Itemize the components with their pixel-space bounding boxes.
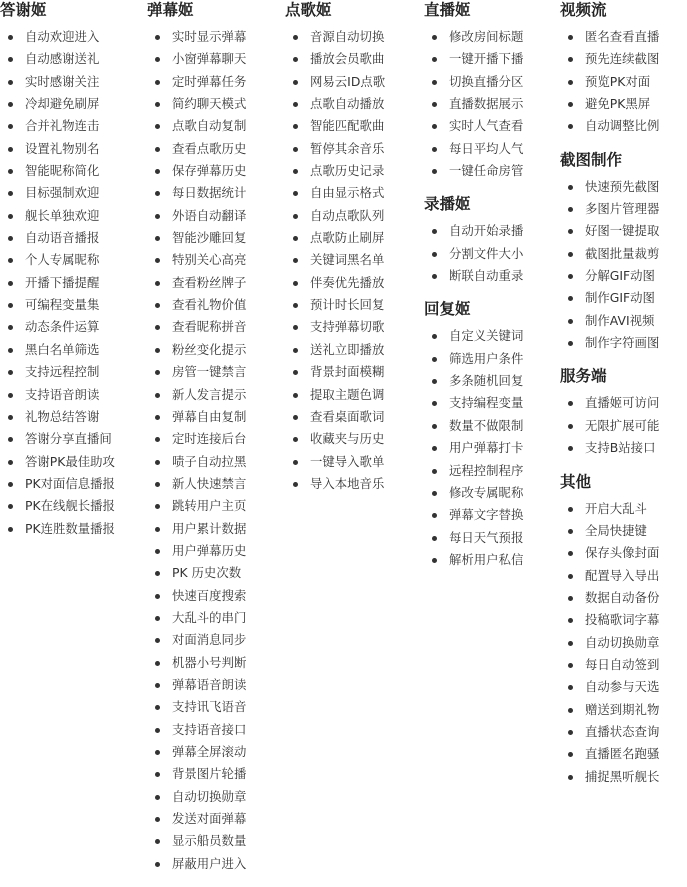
- feature-item: 捕捉黑听舰长: [560, 766, 687, 788]
- feature-item: 实时感谢关注: [0, 71, 142, 93]
- feature-item: 直播姬可访问: [560, 392, 687, 414]
- feature-item: 新人发言提示: [147, 384, 281, 406]
- feature-column: [285, 0, 421, 507]
- feature-item: 屏蔽用户进入: [147, 853, 281, 875]
- feature-item: 远程控制程序: [424, 460, 558, 482]
- feature-item: 支持讯飞语音: [147, 696, 281, 718]
- feature-item: 实时显示弹幕: [147, 26, 281, 48]
- feature-item: 无限扩展可能: [560, 415, 687, 437]
- feature-item: 自动语音播报: [0, 227, 142, 249]
- feature-section: [424, 0, 558, 182]
- feature-list: [560, 392, 687, 459]
- feature-item: 显示船员数量: [147, 830, 281, 852]
- feature-item: 礼物总结答谢: [0, 406, 142, 428]
- feature-item: 自动参与天选: [560, 676, 687, 698]
- feature-item: 粉丝变化提示: [147, 339, 281, 361]
- feature-section: [424, 299, 558, 571]
- feature-item: 新人快速禁言: [147, 473, 281, 495]
- feature-item: 切换直播分区: [424, 71, 558, 93]
- feature-item: 大乱斗的串门: [147, 607, 281, 629]
- feature-item: 匿名查看直播: [560, 26, 687, 48]
- feature-item: 自动开始录播: [424, 220, 558, 242]
- feature-item: 发送对面弹幕: [147, 808, 281, 830]
- feature-item: 保存弹幕历史: [147, 160, 281, 182]
- feature-item: 查看桌面歌词: [285, 406, 421, 428]
- section-title: 弹幕姬: [147, 1, 194, 19]
- feature-item: 预计时长回复: [285, 294, 421, 316]
- feature-item: 动态条件运算: [0, 316, 142, 338]
- feature-item: PK对面信息播报: [0, 473, 142, 495]
- feature-item: 房管一键禁言: [147, 361, 281, 383]
- feature-section: [560, 472, 687, 788]
- feature-item: 定时弹幕任务: [147, 71, 281, 93]
- feature-section: [147, 0, 281, 875]
- feature-item: 查看粉丝牌子: [147, 272, 281, 294]
- feature-item: 答谢PK最佳助攻: [0, 451, 142, 473]
- feature-item: 导入本地音乐: [285, 473, 421, 495]
- section-title: 回复姬: [424, 300, 471, 319]
- feature-item: 弹幕语音朗读: [147, 674, 281, 696]
- feature-item: 暂停其余音乐: [285, 138, 421, 160]
- feature-item: 数据自动备份: [560, 587, 687, 609]
- feature-item: 赠送到期礼物: [560, 699, 687, 721]
- feature-item: 每日平均人气: [424, 138, 558, 160]
- section-title: 其他: [560, 472, 592, 491]
- feature-item: 数量不做限制: [424, 415, 558, 437]
- feature-item: 每日天气预报: [424, 527, 558, 549]
- section-title: 服务端: [560, 367, 607, 386]
- feature-item: 目标强制欢迎: [0, 182, 142, 204]
- feature-item: 弹幕全屏滚动: [147, 741, 281, 763]
- feature-item: 点歌防止刷屏: [285, 227, 421, 249]
- feature-item: 解析用户私信: [424, 549, 558, 571]
- section-title: 点歌姬: [285, 1, 332, 19]
- feature-item: 自动调整比例: [560, 115, 687, 137]
- feature-item: 保存头像封面: [560, 542, 687, 564]
- feature-item: 断联自动重录: [424, 265, 558, 287]
- feature-item: 支持语音朗读: [0, 384, 142, 406]
- feature-section: [424, 194, 558, 287]
- feature-item: 跳转用户主页: [147, 495, 281, 517]
- feature-item: 查看礼物价值: [147, 294, 281, 316]
- feature-section: [560, 366, 687, 459]
- feature-item: 对面消息同步: [147, 629, 281, 651]
- feature-item: 制作字符画图: [560, 332, 687, 354]
- feature-item: 背景图片轮播: [147, 763, 281, 785]
- feature-item: 投稿歌词字幕: [560, 609, 687, 631]
- section-title: 截图制作: [560, 150, 623, 169]
- feature-item: 智能沙雕回复: [147, 227, 281, 249]
- feature-item: 外语自动翻译: [147, 205, 281, 227]
- feature-list: [560, 176, 687, 355]
- feature-item: 智能昵称简化: [0, 160, 142, 182]
- feature-item: 开启大乱斗: [560, 498, 687, 520]
- feature-item: 用户弹幕打卡: [424, 437, 558, 459]
- feature-item: 一键导入歌单: [285, 451, 421, 473]
- feature-item: 用户弹幕历史: [147, 540, 281, 562]
- feature-column: [0, 0, 142, 552]
- feature-section: [0, 0, 142, 540]
- section-title: 视频流: [560, 1, 607, 19]
- feature-item: 每日自动签到: [560, 654, 687, 676]
- feature-item: 自动点歌队列: [285, 205, 421, 227]
- feature-item: 多条随机回复: [424, 370, 558, 392]
- feature-item: 截图批量裁剪: [560, 243, 687, 265]
- feature-item: 查看昵称拼音: [147, 316, 281, 338]
- feature-item: 筛选用户条件: [424, 348, 558, 370]
- feature-item: 避免PK黑屏: [560, 93, 687, 115]
- feature-item: 自动切换勋章: [147, 786, 281, 808]
- feature-item: 点歌自动播放: [285, 93, 421, 115]
- feature-item: 个人专属昵称: [0, 249, 142, 271]
- feature-item: 支持远程控制: [0, 361, 142, 383]
- feature-item: 一键开播下播: [424, 48, 558, 70]
- feature-item: 特别关心高亮: [147, 249, 281, 271]
- section-title: 录播姬: [424, 195, 471, 214]
- feature-item: 好图一键提取: [560, 220, 687, 242]
- feature-list: [285, 26, 421, 495]
- feature-item: 智能匹配歌曲: [285, 115, 421, 137]
- feature-item: 音源自动切换: [285, 26, 421, 48]
- feature-item: 自定义关键词: [424, 325, 558, 347]
- feature-section: [560, 0, 687, 138]
- feature-item: 黑白名单筛选: [0, 339, 142, 361]
- feature-item: 弹幕自由复制: [147, 406, 281, 428]
- feature-item: 全局快捷键: [560, 520, 687, 542]
- feature-item: 送礼立即播放: [285, 339, 421, 361]
- feature-item: 定时连接后台: [147, 428, 281, 450]
- feature-item: 支持B站接口: [560, 437, 687, 459]
- feature-list: [147, 26, 281, 875]
- feature-item: 弹幕文字替换: [424, 504, 558, 526]
- feature-list: [0, 26, 142, 540]
- feature-list: [560, 26, 687, 138]
- feature-item: 自动欢迎进入: [0, 26, 142, 48]
- feature-column: [560, 0, 687, 800]
- feature-item: 直播状态查询: [560, 721, 687, 743]
- feature-item: 伴奏优先播放: [285, 272, 421, 294]
- feature-item: 背景封面模糊: [285, 361, 421, 383]
- feature-item: 分解GIF动图: [560, 265, 687, 287]
- feature-item: 制作GIF动图: [560, 287, 687, 309]
- feature-item: 支持语音接口: [147, 719, 281, 741]
- feature-item: 配置导入导出: [560, 565, 687, 587]
- feature-item: 收藏夹与历史: [285, 428, 421, 450]
- feature-item: 实时人气查看: [424, 115, 558, 137]
- feature-column: [424, 0, 558, 583]
- feature-item: 直播数据展示: [424, 93, 558, 115]
- feature-item: 设置礼物别名: [0, 138, 142, 160]
- feature-item: 开播下播提醒: [0, 272, 142, 294]
- feature-item: 舰长单独欢迎: [0, 205, 142, 227]
- feature-item: 自动切换勋章: [560, 632, 687, 654]
- feature-item: 点歌历史记录: [285, 160, 421, 182]
- feature-item: 冷却避免刷屏: [0, 93, 142, 115]
- feature-item: 分割文件大小: [424, 243, 558, 265]
- feature-item: 自动感谢送礼: [0, 48, 142, 70]
- feature-item: 多图片管理器: [560, 198, 687, 220]
- feature-item: 自由显示格式: [285, 182, 421, 204]
- section-title: 直播姬: [424, 1, 471, 19]
- feature-item: PK 历史次数: [147, 562, 281, 584]
- feature-item: 支持编程变量: [424, 392, 558, 414]
- feature-item: PK在线舰长播报: [0, 495, 142, 517]
- feature-item: 关键词黑名单: [285, 249, 421, 271]
- feature-item: 播放会员歌曲: [285, 48, 421, 70]
- feature-section: [285, 0, 421, 495]
- feature-item: 每日数据统计: [147, 182, 281, 204]
- feature-item: 制作AVI视频: [560, 310, 687, 332]
- feature-item: 合并礼物连击: [0, 115, 142, 137]
- feature-list: [424, 220, 558, 287]
- feature-item: 小窗弹幕聊天: [147, 48, 281, 70]
- feature-item: 用户累计数据: [147, 518, 281, 540]
- feature-item: 简约聊天模式: [147, 93, 281, 115]
- feature-item: 修改房间标题: [424, 26, 558, 48]
- feature-item: 支持弹幕切歌: [285, 316, 421, 338]
- feature-item: 修改专属昵称: [424, 482, 558, 504]
- feature-item: 机器小号判断: [147, 652, 281, 674]
- feature-list: [560, 498, 687, 788]
- feature-item: 可编程变量集: [0, 294, 142, 316]
- feature-item: PK连胜数量播报: [0, 518, 142, 540]
- feature-item: 网易云ID点歌: [285, 71, 421, 93]
- feature-item: 快速预先截图: [560, 176, 687, 198]
- feature-item: 预览PK对面: [560, 71, 687, 93]
- section-title: 答谢姬: [0, 1, 47, 19]
- feature-list: [424, 325, 558, 571]
- feature-item: 一键任命房管: [424, 160, 558, 182]
- feature-item: 查看点歌历史: [147, 138, 281, 160]
- feature-item: 直播匿名跑骚: [560, 743, 687, 765]
- feature-column: [147, 0, 281, 887]
- feature-item: 预先连续截图: [560, 48, 687, 70]
- feature-item: 快速百度搜索: [147, 585, 281, 607]
- feature-item: 啧子自动拉黑: [147, 451, 281, 473]
- feature-item: 提取主题色调: [285, 384, 421, 406]
- feature-item: 点歌自动复制: [147, 115, 281, 137]
- feature-section: [560, 150, 687, 355]
- feature-item: 答谢分享直播间: [0, 428, 142, 450]
- feature-list: [424, 26, 558, 182]
